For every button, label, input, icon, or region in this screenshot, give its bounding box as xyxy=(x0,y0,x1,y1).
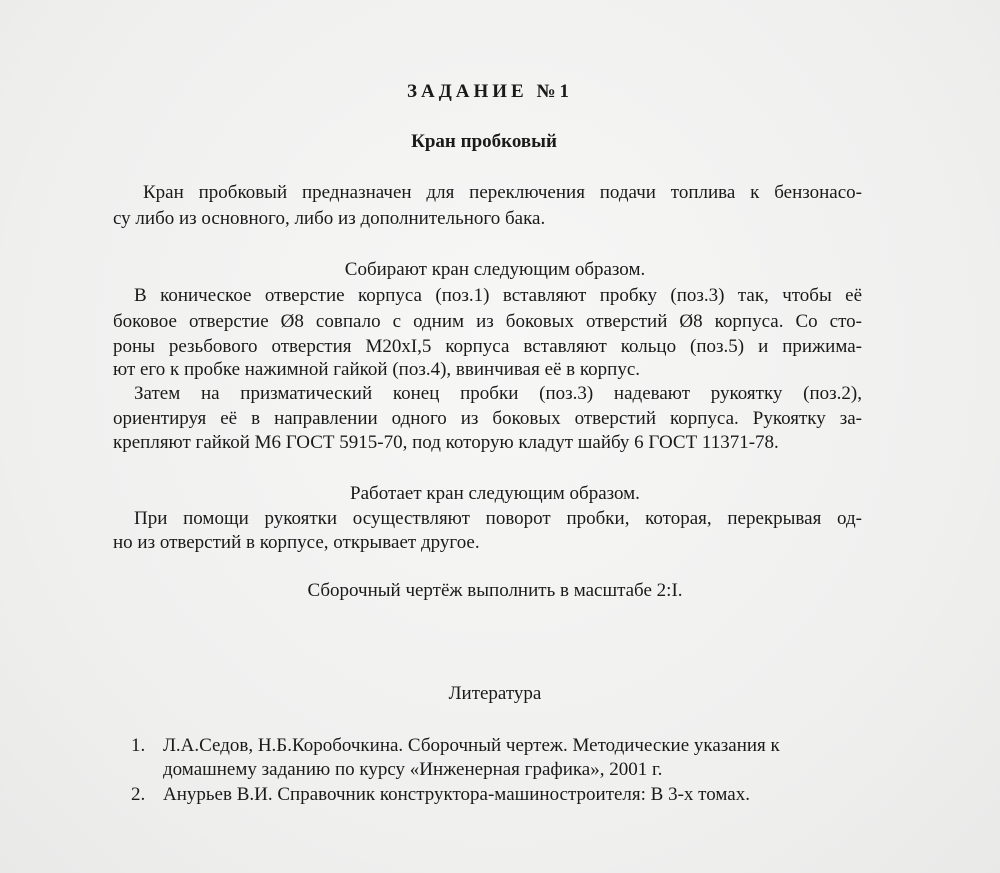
assembly-line: ют его к пробке нажимной гайкой (поз.4), ввинчивая её в корпус. xyxy=(113,359,641,380)
operation-line: При помощи рукоятки осуществляют поворот пробки, которая, перекрывая од- xyxy=(134,508,862,529)
assembly-line: ориентируя её в направлении одного из боковых отверстий корпуса. Рукоятку за- xyxy=(113,408,862,429)
literature-item-text: домашнему заданию по курсу «Инженерная графика», 2001 г. xyxy=(163,759,663,780)
literature-title: Литература xyxy=(448,683,542,704)
literature-item-number: 1. xyxy=(131,735,146,756)
assembly-line: крепляют гайкой М6 ГОСТ 5915-70, под которую кладут шайбу 6 ГОСТ 11371-78. xyxy=(113,432,779,453)
page-subtitle: Кран пробковый xyxy=(411,131,557,152)
intro-line-2: су либо из основного, либо из дополнительного бака. xyxy=(113,208,546,229)
page-title: ЗАДАНИЕ №1 xyxy=(406,81,574,102)
assembly-line: роны резьбового отверстия М20хI,5 корпуса вставляют кольцо (поз.5) и прижима- xyxy=(113,336,862,357)
scale-note: Сборочный чертёж выполнить в масштабе 2:I. xyxy=(307,580,683,601)
literature-item-number: 2. xyxy=(131,784,146,805)
assembly-line: В коническое отверстие корпуса (поз.1) вставляют пробку (поз.3) так, чтобы её xyxy=(134,285,862,306)
assembly-title: Собирают кран следующим образом. xyxy=(344,259,646,280)
operation-line: но из отверстий в корпусе, открывает другое. xyxy=(113,532,480,553)
intro-line-1: Кран пробковый предназначен для переключения подачи топлива к бензонасо- xyxy=(143,182,862,203)
literature-item-text: Анурьев В.И. Справочник конструктора-машиностроителя: В 3-х томах. xyxy=(163,784,750,805)
operation-title: Работает кран следующим образом. xyxy=(350,483,640,504)
literature-item-text: Л.А.Седов, Н.Б.Коробочкина. Сборочный чертеж. Методические указания к xyxy=(163,735,780,756)
assembly-line: боковое отверстие Ø8 совпало с одним из боковых отверстий Ø8 корпуса. Со сто- xyxy=(113,311,862,332)
assembly-line: Затем на призматический конец пробки (поз.3) надевают рукоятку (поз.2), xyxy=(134,383,862,404)
